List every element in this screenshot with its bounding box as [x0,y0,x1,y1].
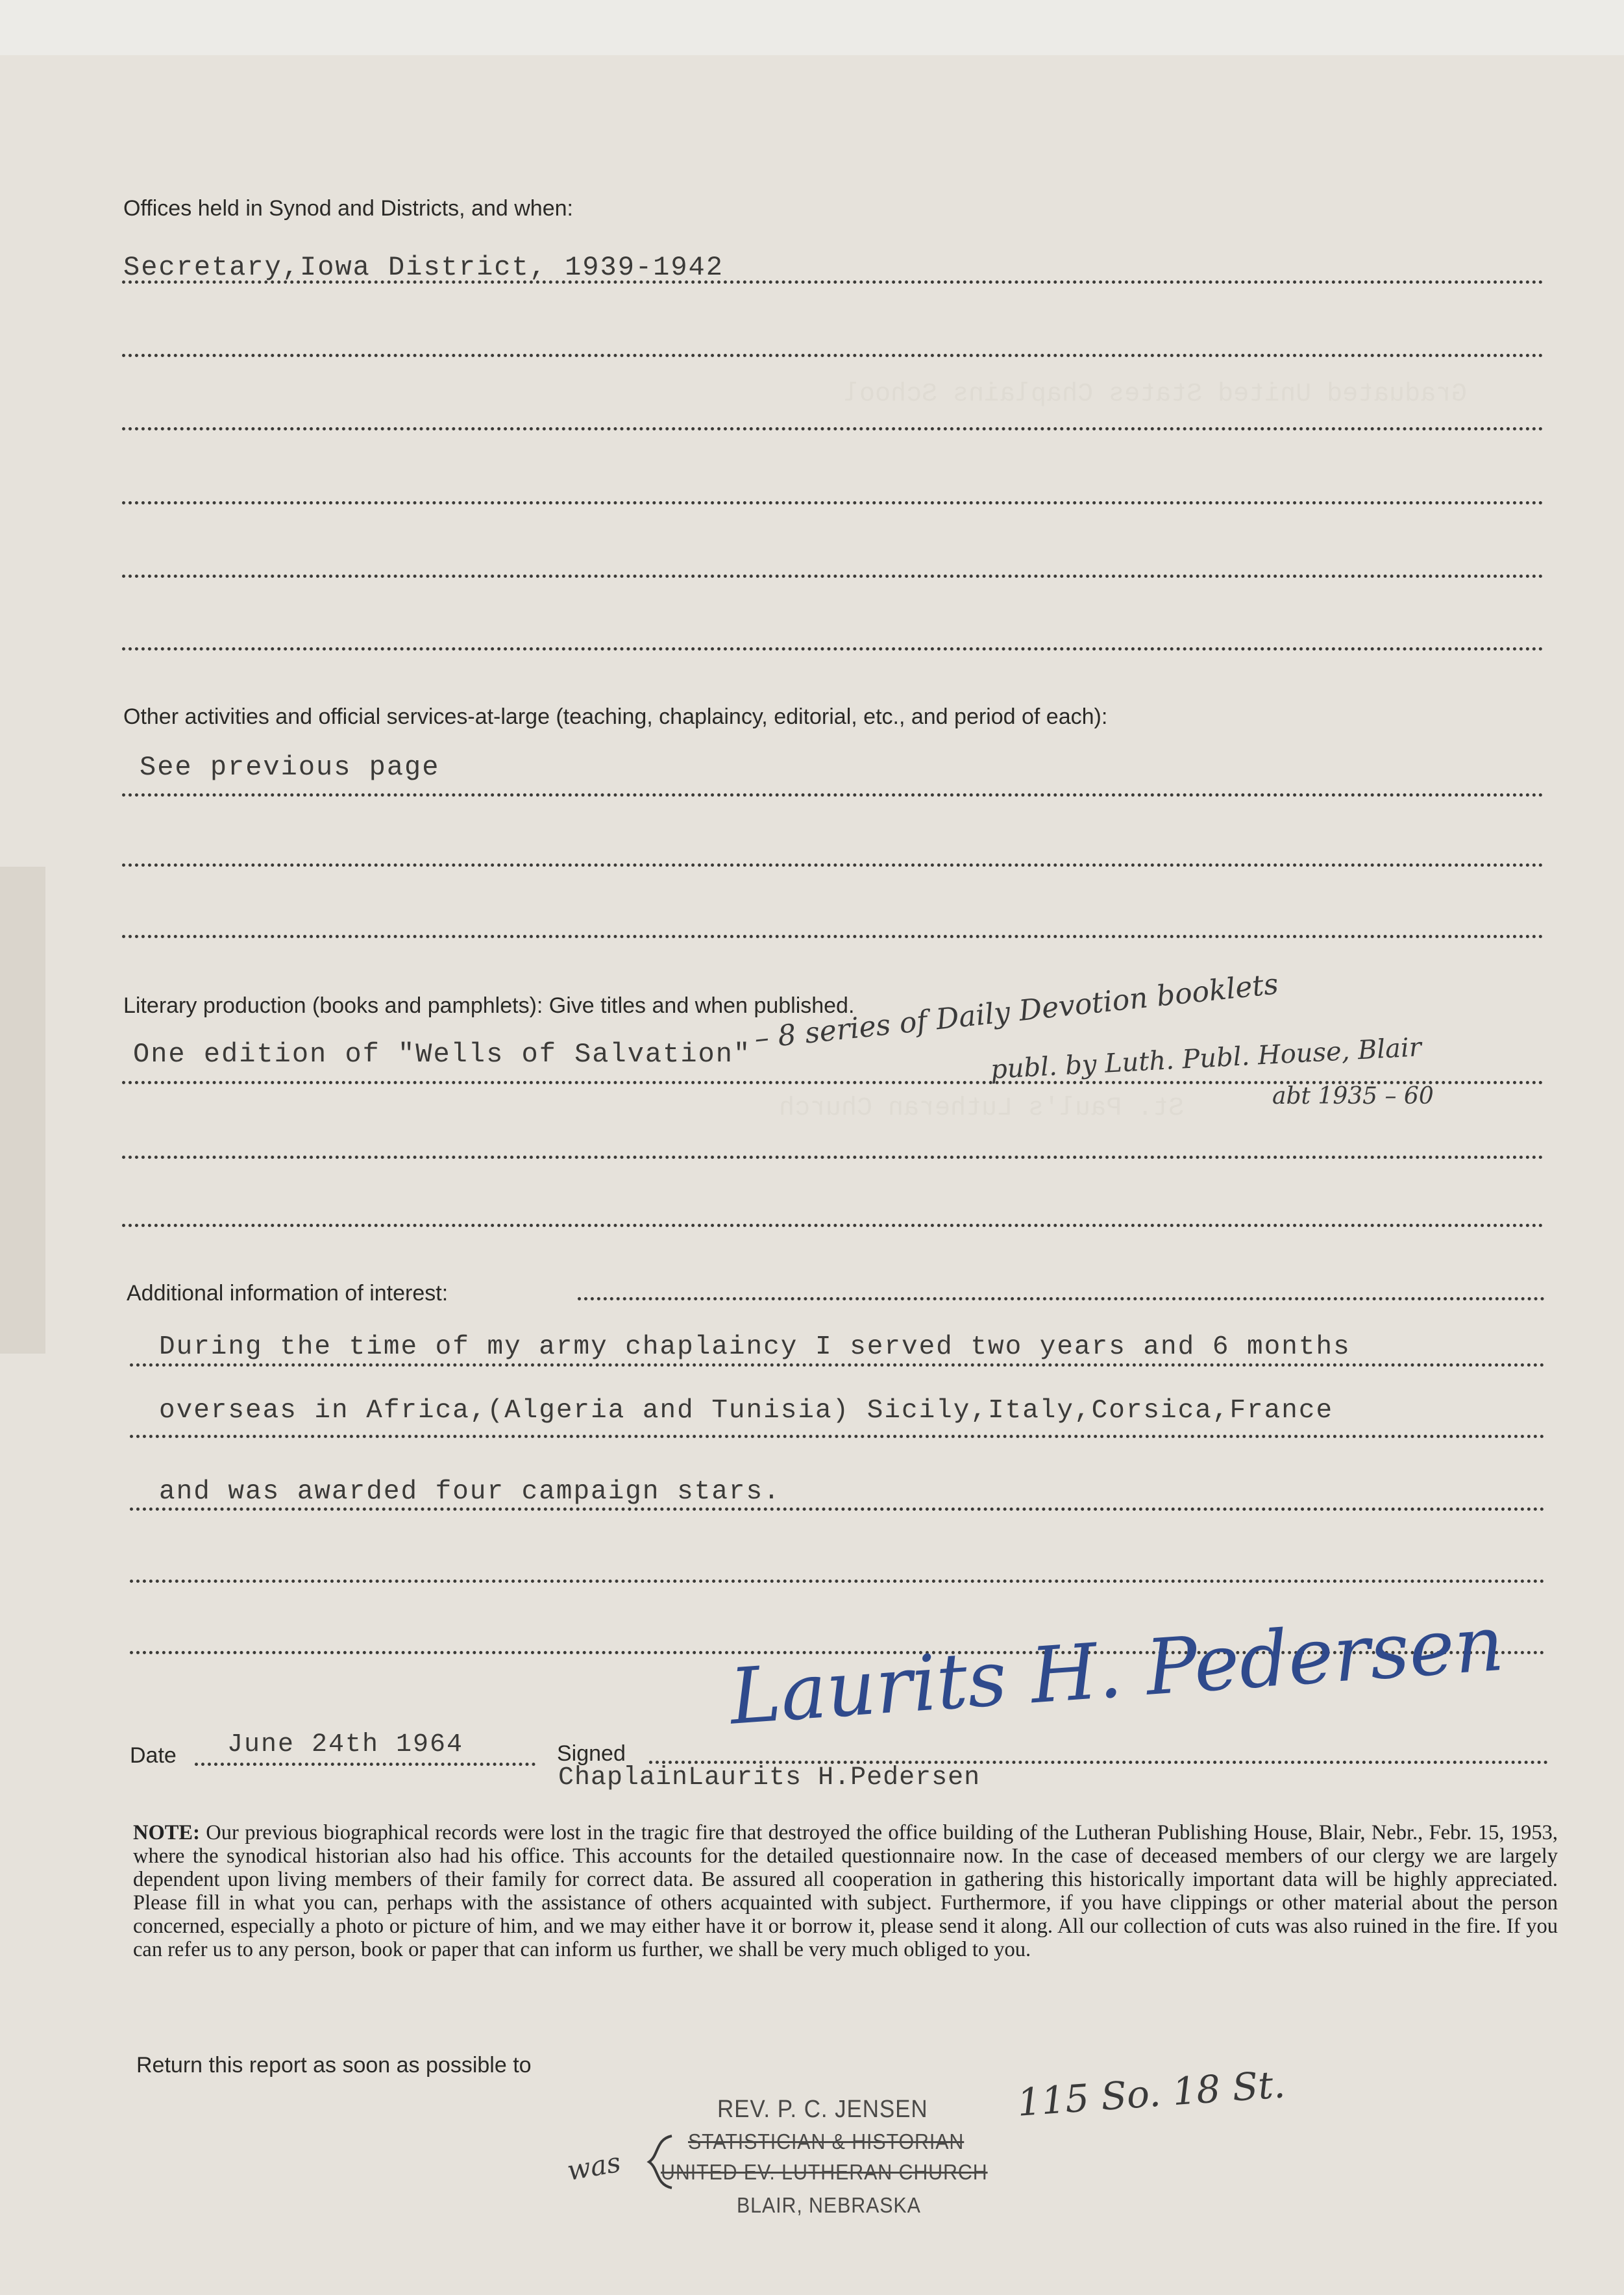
typed-name: ChaplainLaurits H.Pedersen [558,1763,981,1793]
note-paragraph [133,1821,1558,1961]
offices-line-5[interactable] [122,575,1544,578]
literary-handwritten-1: – 8 series of Daily Devotion booklets [753,967,1280,1056]
additional-label: Additional information of interest: [127,1281,449,1306]
stamp-city: BLAIR, NEBRASKA [737,2193,921,2217]
bleed-through-text: Graduated United States Chaplains School [844,380,1468,409]
additional-line-2[interactable] [130,1435,1545,1438]
handwritten-was: was [565,2146,623,2187]
stamp-title-crossed: STATISTICIAN & HISTORIAN [688,2129,965,2153]
activities-line-1[interactable] [122,793,1544,797]
signed-label: Signed [557,1741,626,1766]
handwritten-brace [639,2133,678,2191]
paper-fold-shadow [0,867,45,1354]
additional-line-3[interactable] [130,1507,1545,1511]
signature: Laurits H. Pedersen [727,1598,1507,1742]
additional-line-4[interactable] [130,1580,1545,1583]
handwritten-street-address: 115 So. 18 St. [1016,2062,1287,2125]
date-line[interactable] [195,1763,535,1766]
literary-handwritten-3: abt 1935 – 60 [1272,1083,1434,1110]
literary-line-3[interactable] [122,1224,1544,1227]
offices-label: Offices held in Synod and Districts, and when: [123,196,573,221]
offices-entry[interactable]: Secretary,Iowa District, 1939-1942 [123,252,724,283]
additional-line-1[interactable] [130,1363,1545,1367]
stamp-church-crossed: UNITED EV. LUTHERAN CHURCH [661,2160,988,2184]
literary-line-2[interactable] [122,1156,1544,1159]
literary-entry-typed[interactable]: One edition of "Wells of Salvation" [133,1039,752,1070]
additional-line-0[interactable] [578,1297,1545,1300]
activities-label: Other activities and official services-at-large (teaching, chaplaincy, editorial, etc., and period of each): [123,704,1108,729]
additional-line-2-text[interactable]: overseas in Africa,(Algeria and Tunisia) Sicily,Italy,Corsica,France [159,1396,1334,1426]
literary-label: Literary production (books and pamphlets): Give titles and when published. [123,993,855,1018]
offices-line-3[interactable] [122,427,1544,430]
additional-line-1-text[interactable]: During the time of my army chaplaincy I served two years and 6 months [159,1332,1351,1362]
date-value[interactable]: June 24th 1964 [227,1730,464,1759]
note-text: Our previous biographical records were lost in the tragic fire that destroyed the office building of the Lutheran Publishing House, Blair, Nebr., Febr. 15, 1953, where the synodical historian also had his office. This accounts for the detailed questionnaire now. In the case of deceased members of our clergy we are largely dependent upon living members of their family for correct data. Be assured all cooperation in gathering this historically important data will be highly appreciated. Please fill in what you can, perhaps with the assistance of others acquainted with subject. Furthermore, if you have clippings or other material about the person concerned, especially a photo or picture of him, and we may either have it or borrow it, please send it along. All our collection of cuts was also ruined in the fire. If you can refer us to any person, book or paper that can inform us further, we shall be very much obliged to you. [133,1821,1558,1961]
date-label: Date [130,1743,177,1768]
note-heading: NOTE: [133,1821,200,1844]
stamp-name: REV. P. C. JENSEN [717,2096,928,2123]
offices-line-6[interactable] [122,647,1544,651]
activities-line-3[interactable] [122,935,1544,938]
return-label: Return this report as soon as possible to [136,2053,532,2078]
bleed-through-text: St. Paul's Lutheran Church [779,1094,1185,1123]
activities-line-2[interactable] [122,863,1544,867]
activities-entry[interactable]: See previous page [140,752,440,783]
offices-line-2[interactable] [122,354,1544,357]
offices-line-1[interactable] [122,280,1544,284]
additional-line-3-text[interactable]: and was awarded four campaign stars. [159,1477,781,1507]
literary-handwritten-2: publ. by Luth. Publ. House, Blair [990,1032,1423,1085]
literary-line-1[interactable] [122,1081,1544,1084]
offices-line-4[interactable] [122,501,1544,504]
